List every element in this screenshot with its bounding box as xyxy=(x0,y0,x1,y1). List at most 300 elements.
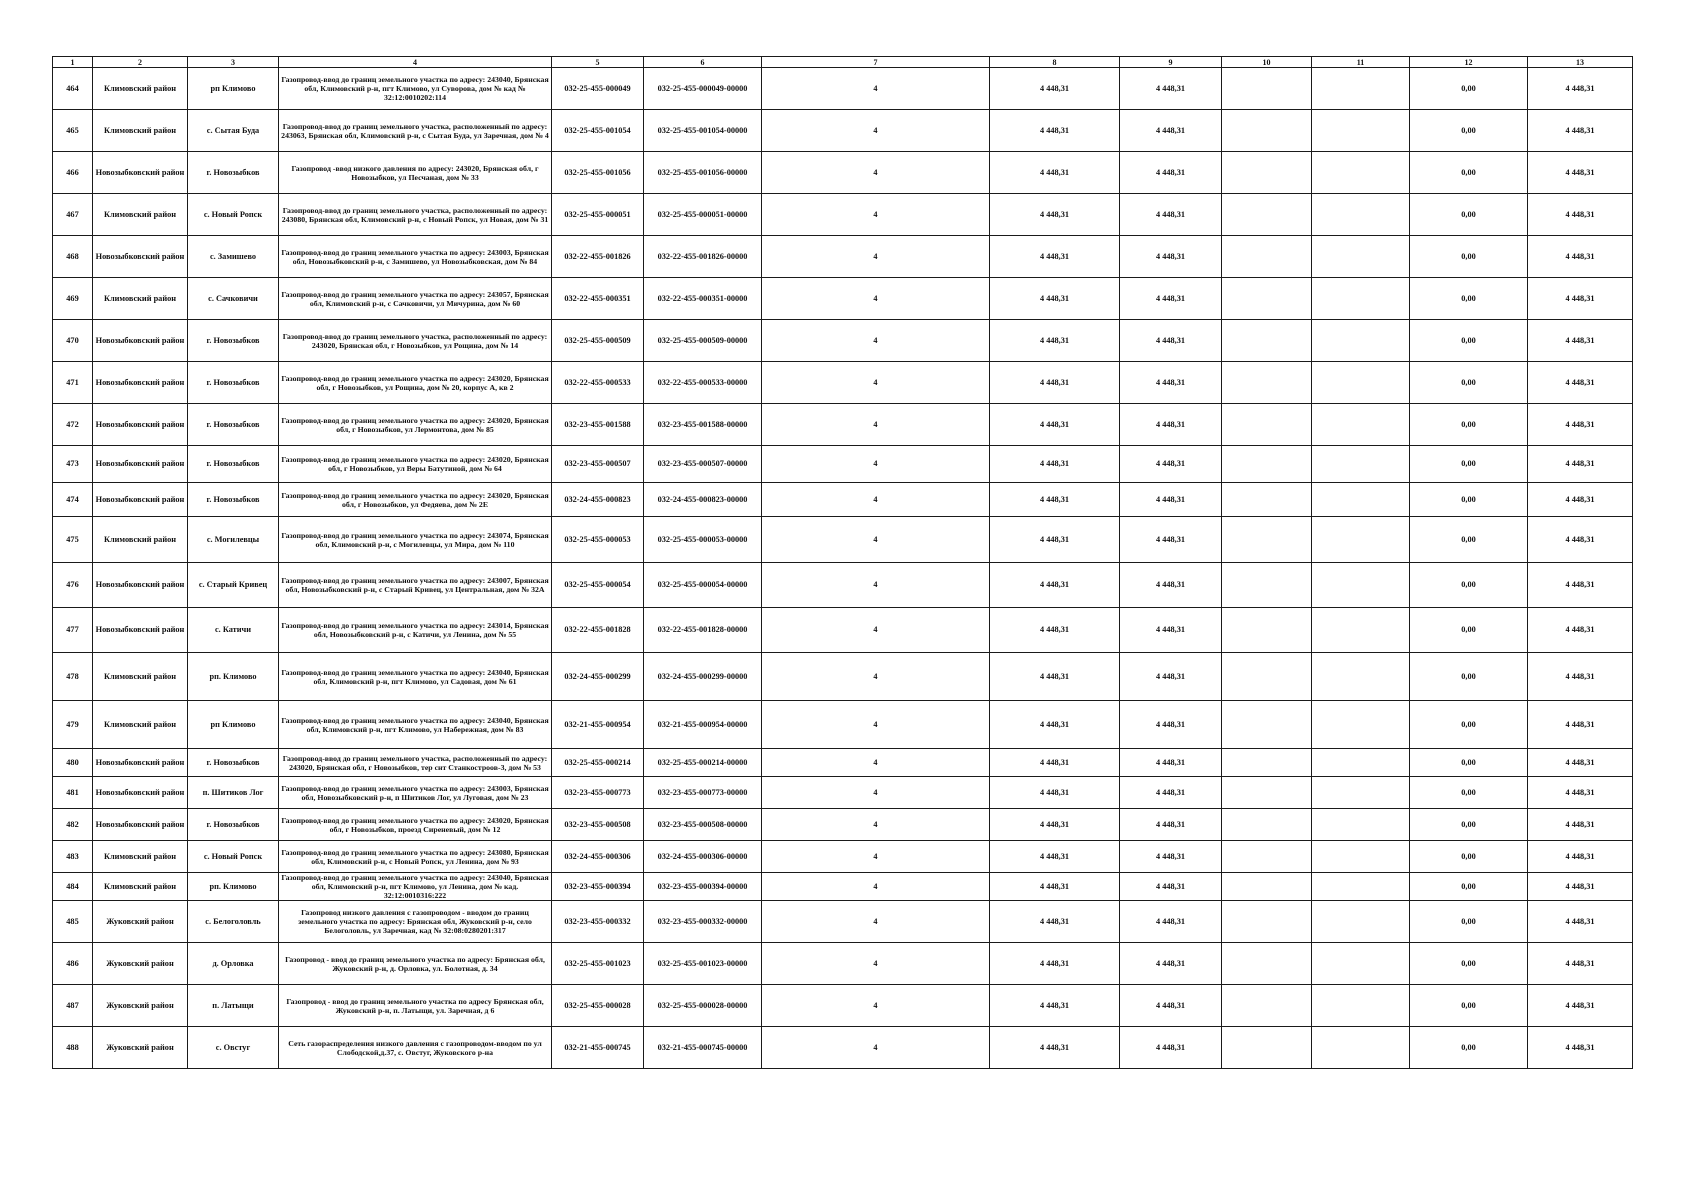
cell-district: Новозыбковский район xyxy=(93,320,188,362)
cell-row-number: 472 xyxy=(53,404,93,446)
cell-category: 4 xyxy=(762,701,990,749)
cell-col-11 xyxy=(1312,777,1410,809)
column-header-4: 4 xyxy=(279,57,552,68)
cell-row-number: 488 xyxy=(53,1027,93,1069)
cell-col-10 xyxy=(1222,68,1312,110)
cell-district: Климовский район xyxy=(93,653,188,701)
cell-col-11 xyxy=(1312,483,1410,517)
cell-district: Жуковский район xyxy=(93,901,188,943)
cell-contract-number: 032-24-455-000823 xyxy=(552,483,644,517)
cell-col-10 xyxy=(1222,653,1312,701)
cell-col-10 xyxy=(1222,563,1312,608)
cell-contract-number: 032-24-455-000299 xyxy=(552,653,644,701)
cell-sum-paid: 4 448,31 xyxy=(1120,362,1222,404)
cell-balance: 0,00 xyxy=(1410,777,1528,809)
cell-sum-final: 4 448,31 xyxy=(1528,446,1633,483)
cell-col-11 xyxy=(1312,278,1410,320)
table-row xyxy=(53,563,1633,608)
cell-col-10 xyxy=(1222,152,1312,194)
cell-sum-paid: 4 448,31 xyxy=(1120,809,1222,841)
cell-sum-total: 4 448,31 xyxy=(990,278,1120,320)
cell-balance: 0,00 xyxy=(1410,1027,1528,1069)
cell-balance: 0,00 xyxy=(1410,362,1528,404)
cell-row-number: 473 xyxy=(53,446,93,483)
cell-category: 4 xyxy=(762,110,990,152)
cell-contract-number: 032-21-455-000745 xyxy=(552,1027,644,1069)
cell-category: 4 xyxy=(762,777,990,809)
cell-col-11 xyxy=(1312,68,1410,110)
cell-sum-final: 4 448,31 xyxy=(1528,404,1633,446)
cell-sum-final: 4 448,31 xyxy=(1528,701,1633,749)
cell-settlement: п. Шитиков Лог xyxy=(188,777,279,809)
cell-district: Новозыбковский район xyxy=(93,777,188,809)
cell-sum-paid: 4 448,31 xyxy=(1120,194,1222,236)
table-row xyxy=(53,110,1633,152)
cell-col-10 xyxy=(1222,841,1312,873)
cell-contract-number: 032-21-455-000954 xyxy=(552,701,644,749)
table-row xyxy=(53,362,1633,404)
cell-object-address: Газопровод-ввод до границ земельного участка по адресу: 243040, Брянская обл, Климовский р-н, пгт Климово, ул Ленина, дом № кад. 32:12:0010316:222 xyxy=(279,873,552,901)
cell-settlement: рп Климово xyxy=(188,68,279,110)
cell-balance: 0,00 xyxy=(1410,901,1528,943)
cell-category: 4 xyxy=(762,152,990,194)
cell-sum-final: 4 448,31 xyxy=(1528,809,1633,841)
cell-district: Жуковский район xyxy=(93,943,188,985)
cell-col-10 xyxy=(1222,517,1312,563)
cell-district: Новозыбковский район xyxy=(93,152,188,194)
cell-contract-number: 032-22-455-001828 xyxy=(552,608,644,653)
cell-sum-final: 4 448,31 xyxy=(1528,517,1633,563)
cell-col-11 xyxy=(1312,404,1410,446)
cell-registration-number: 032-24-455-000306-00000 xyxy=(644,841,762,873)
cell-row-number: 468 xyxy=(53,236,93,278)
cell-registration-number: 032-23-455-001588-00000 xyxy=(644,404,762,446)
cell-col-10 xyxy=(1222,1027,1312,1069)
cell-row-number: 484 xyxy=(53,873,93,901)
column-header-1: 1 xyxy=(53,57,93,68)
cell-sum-total: 4 448,31 xyxy=(990,1027,1120,1069)
cell-registration-number: 032-24-455-000299-00000 xyxy=(644,653,762,701)
cell-settlement: г. Новозыбков xyxy=(188,483,279,517)
cell-district: Климовский район xyxy=(93,517,188,563)
cell-contract-number: 032-25-455-000049 xyxy=(552,68,644,110)
table-row xyxy=(53,985,1633,1027)
cell-sum-final: 4 448,31 xyxy=(1528,320,1633,362)
cell-contract-number: 032-25-455-000028 xyxy=(552,985,644,1027)
cell-object-address: Газопровод-ввод до границ земельного участка, расположенный по адресу: 243063, Брянская обл, Климовский р-н, с Сытая Буда, ул Заречная, дом № 4 xyxy=(279,110,552,152)
cell-object-address: Газопровод-ввод до границ земельного участка по адресу: 243020, Брянская обл, г Новозыбков, ул Лермонтова, дом № 85 xyxy=(279,404,552,446)
cell-sum-paid: 4 448,31 xyxy=(1120,701,1222,749)
cell-registration-number: 032-21-455-000745-00000 xyxy=(644,1027,762,1069)
cell-object-address: Газопровод-ввод до границ земельного участка, расположенный по адресу: 243020, Брянская обл, г Новозыбков, тер снт Станкостроов-3, дом № 53 xyxy=(279,749,552,777)
cell-balance: 0,00 xyxy=(1410,236,1528,278)
table-row xyxy=(53,483,1633,517)
cell-category: 4 xyxy=(762,68,990,110)
cell-object-address: Газопровод-ввод до границ земельного участка по адресу: 243020, Брянская обл, г Новозыбков, проезд Сиреневый, дом № 12 xyxy=(279,809,552,841)
cell-category: 4 xyxy=(762,1027,990,1069)
cell-contract-number: 032-25-455-000509 xyxy=(552,320,644,362)
cell-sum-total: 4 448,31 xyxy=(990,749,1120,777)
cell-col-10 xyxy=(1222,110,1312,152)
cell-balance: 0,00 xyxy=(1410,446,1528,483)
cell-sum-paid: 4 448,31 xyxy=(1120,985,1222,1027)
cell-registration-number: 032-24-455-000823-00000 xyxy=(644,483,762,517)
cell-sum-final: 4 448,31 xyxy=(1528,1027,1633,1069)
cell-sum-paid: 4 448,31 xyxy=(1120,483,1222,517)
cell-district: Климовский район xyxy=(93,110,188,152)
table-row xyxy=(53,608,1633,653)
table-row xyxy=(53,320,1633,362)
cell-sum-total: 4 448,31 xyxy=(990,943,1120,985)
cell-sum-paid: 4 448,31 xyxy=(1120,152,1222,194)
cell-object-address: Газопровод-ввод до границ земельного участка по адресу: 243040, Брянская обл, Климовский р-н, пгт Климово, ул Набережная, дом № 83 xyxy=(279,701,552,749)
cell-registration-number: 032-22-455-001828-00000 xyxy=(644,608,762,653)
cell-balance: 0,00 xyxy=(1410,608,1528,653)
cell-col-10 xyxy=(1222,194,1312,236)
cell-row-number: 466 xyxy=(53,152,93,194)
cell-sum-total: 4 448,31 xyxy=(990,68,1120,110)
cell-contract-number: 032-23-455-000507 xyxy=(552,446,644,483)
cell-balance: 0,00 xyxy=(1410,873,1528,901)
cell-row-number: 470 xyxy=(53,320,93,362)
cell-category: 4 xyxy=(762,901,990,943)
cell-col-11 xyxy=(1312,152,1410,194)
cell-sum-total: 4 448,31 xyxy=(990,873,1120,901)
cell-contract-number: 032-25-455-001056 xyxy=(552,152,644,194)
cell-category: 4 xyxy=(762,841,990,873)
cell-registration-number: 032-25-455-001023-00000 xyxy=(644,943,762,985)
column-header-6: 6 xyxy=(644,57,762,68)
cell-row-number: 464 xyxy=(53,68,93,110)
cell-sum-total: 4 448,31 xyxy=(990,236,1120,278)
cell-object-address: Газопровод-ввод до границ земельного участка по адресу: 243007, Брянская обл, Новозыбковский р-н, с Старый Кривец, ул Центральная, дом № 32А xyxy=(279,563,552,608)
cell-category: 4 xyxy=(762,278,990,320)
cell-settlement: д. Орловка xyxy=(188,943,279,985)
cell-contract-number: 032-23-455-000394 xyxy=(552,873,644,901)
cell-contract-number: 032-25-455-000214 xyxy=(552,749,644,777)
cell-sum-total: 4 448,31 xyxy=(990,777,1120,809)
column-header-13: 13 xyxy=(1528,57,1633,68)
cell-contract-number: 032-22-455-000351 xyxy=(552,278,644,320)
cell-contract-number: 032-23-455-000773 xyxy=(552,777,644,809)
cell-balance: 0,00 xyxy=(1410,194,1528,236)
cell-sum-total: 4 448,31 xyxy=(990,320,1120,362)
cell-district: Новозыбковский район xyxy=(93,608,188,653)
cell-balance: 0,00 xyxy=(1410,701,1528,749)
cell-balance: 0,00 xyxy=(1410,483,1528,517)
column-header-5: 5 xyxy=(552,57,644,68)
cell-row-number: 480 xyxy=(53,749,93,777)
cell-col-11 xyxy=(1312,943,1410,985)
cell-sum-paid: 4 448,31 xyxy=(1120,841,1222,873)
cell-settlement: г. Новозыбков xyxy=(188,404,279,446)
cell-col-10 xyxy=(1222,777,1312,809)
cell-district: Новозыбковский район xyxy=(93,236,188,278)
column-header-10: 10 xyxy=(1222,57,1312,68)
cell-sum-final: 4 448,31 xyxy=(1528,608,1633,653)
cell-category: 4 xyxy=(762,873,990,901)
cell-object-address: Газопровод-ввод до границ земельного участка по адресу: 243080, Брянская обл, Климовский р-н, с Новый Ропск, ул Ленина, дом № 93 xyxy=(279,841,552,873)
cell-settlement: с. Новый Ропск xyxy=(188,194,279,236)
cell-registration-number: 032-23-455-000394-00000 xyxy=(644,873,762,901)
cell-registration-number: 032-23-455-000332-00000 xyxy=(644,901,762,943)
cell-sum-paid: 4 448,31 xyxy=(1120,446,1222,483)
table-row xyxy=(53,809,1633,841)
cell-registration-number: 032-25-455-000049-00000 xyxy=(644,68,762,110)
cell-sum-paid: 4 448,31 xyxy=(1120,901,1222,943)
cell-sum-final: 4 448,31 xyxy=(1528,563,1633,608)
cell-balance: 0,00 xyxy=(1410,110,1528,152)
table-row xyxy=(53,194,1633,236)
cell-registration-number: 032-25-455-001054-00000 xyxy=(644,110,762,152)
cell-district: Новозыбковский район xyxy=(93,446,188,483)
table-row xyxy=(53,749,1633,777)
cell-sum-final: 4 448,31 xyxy=(1528,841,1633,873)
cell-district: Новозыбковский район xyxy=(93,563,188,608)
cell-row-number: 467 xyxy=(53,194,93,236)
cell-sum-final: 4 448,31 xyxy=(1528,68,1633,110)
cell-registration-number: 032-23-455-000773-00000 xyxy=(644,777,762,809)
cell-row-number: 475 xyxy=(53,517,93,563)
cell-category: 4 xyxy=(762,362,990,404)
cell-contract-number: 032-23-455-001588 xyxy=(552,404,644,446)
cell-settlement: с. Сытая Буда xyxy=(188,110,279,152)
cell-sum-paid: 4 448,31 xyxy=(1120,749,1222,777)
cell-sum-paid: 4 448,31 xyxy=(1120,608,1222,653)
cell-row-number: 477 xyxy=(53,608,93,653)
cell-sum-final: 4 448,31 xyxy=(1528,152,1633,194)
cell-category: 4 xyxy=(762,749,990,777)
cell-sum-final: 4 448,31 xyxy=(1528,943,1633,985)
cell-sum-final: 4 448,31 xyxy=(1528,873,1633,901)
cell-balance: 0,00 xyxy=(1410,278,1528,320)
cell-sum-paid: 4 448,31 xyxy=(1120,68,1222,110)
cell-col-10 xyxy=(1222,901,1312,943)
cell-balance: 0,00 xyxy=(1410,809,1528,841)
cell-sum-total: 4 448,31 xyxy=(990,517,1120,563)
cell-sum-total: 4 448,31 xyxy=(990,608,1120,653)
cell-col-11 xyxy=(1312,901,1410,943)
cell-sum-total: 4 448,31 xyxy=(990,483,1120,517)
cell-sum-paid: 4 448,31 xyxy=(1120,777,1222,809)
cell-object-address: Газопровод-ввод до границ земельного участка, расположенный по адресу: 243080, Брянская обл, Климовский р-н, с Новый Ропск, ул Новая, дом № 31 xyxy=(279,194,552,236)
cell-col-11 xyxy=(1312,985,1410,1027)
cell-object-address: Газопровод-ввод до границ земельного участка, расположенный по адресу: 243020, Брянская обл, г Новозыбков, ул Рощина, дом № 14 xyxy=(279,320,552,362)
cell-col-11 xyxy=(1312,749,1410,777)
cell-sum-final: 4 448,31 xyxy=(1528,194,1633,236)
cell-row-number: 482 xyxy=(53,809,93,841)
cell-row-number: 485 xyxy=(53,901,93,943)
column-header-8: 8 xyxy=(990,57,1120,68)
cell-sum-paid: 4 448,31 xyxy=(1120,563,1222,608)
cell-row-number: 469 xyxy=(53,278,93,320)
cell-sum-total: 4 448,31 xyxy=(990,701,1120,749)
cell-district: Новозыбковский район xyxy=(93,809,188,841)
cell-settlement: с. Старый Кривец xyxy=(188,563,279,608)
cell-object-address: Газопровод-ввод до границ земельного участка по адресу: 243014, Брянская обл, Новозыбковский р-н, с Катичи, ул Ленина, дом № 55 xyxy=(279,608,552,653)
cell-balance: 0,00 xyxy=(1410,68,1528,110)
header-row xyxy=(53,57,1633,68)
cell-object-address: Газопровод-ввод до границ земельного участка по адресу: 243003, Брянская обл, Новозыбковский р-н, с Замишево, ул Новозыбковская, дом № 84 xyxy=(279,236,552,278)
cell-col-11 xyxy=(1312,873,1410,901)
cell-contract-number: 032-24-455-000306 xyxy=(552,841,644,873)
table-row xyxy=(53,68,1633,110)
table-row xyxy=(53,1027,1633,1069)
cell-balance: 0,00 xyxy=(1410,517,1528,563)
cell-row-number: 478 xyxy=(53,653,93,701)
cell-sum-final: 4 448,31 xyxy=(1528,110,1633,152)
cell-col-11 xyxy=(1312,608,1410,653)
cell-district: Климовский район xyxy=(93,278,188,320)
cell-registration-number: 032-21-455-000954-00000 xyxy=(644,701,762,749)
cell-col-11 xyxy=(1312,701,1410,749)
cell-category: 4 xyxy=(762,943,990,985)
cell-category: 4 xyxy=(762,194,990,236)
cell-col-11 xyxy=(1312,517,1410,563)
cell-balance: 0,00 xyxy=(1410,653,1528,701)
cell-registration-number: 032-25-455-000053-00000 xyxy=(644,517,762,563)
cell-contract-number: 032-23-455-000508 xyxy=(552,809,644,841)
cell-contract-number: 032-25-455-000054 xyxy=(552,563,644,608)
cell-contract-number: 032-25-455-001023 xyxy=(552,943,644,985)
cell-settlement: г. Новозыбков xyxy=(188,749,279,777)
cell-registration-number: 032-25-455-000028-00000 xyxy=(644,985,762,1027)
cell-settlement: рп. Климово xyxy=(188,653,279,701)
cell-sum-total: 4 448,31 xyxy=(990,985,1120,1027)
cell-sum-paid: 4 448,31 xyxy=(1120,278,1222,320)
cell-sum-total: 4 448,31 xyxy=(990,446,1120,483)
cell-registration-number: 032-25-455-001056-00000 xyxy=(644,152,762,194)
cell-col-10 xyxy=(1222,320,1312,362)
cell-settlement: с. Сачковичи xyxy=(188,278,279,320)
cell-settlement: рп Климово xyxy=(188,701,279,749)
cell-balance: 0,00 xyxy=(1410,404,1528,446)
table-row xyxy=(53,236,1633,278)
cell-sum-total: 4 448,31 xyxy=(990,653,1120,701)
cell-col-11 xyxy=(1312,236,1410,278)
cell-sum-total: 4 448,31 xyxy=(990,110,1120,152)
cell-category: 4 xyxy=(762,985,990,1027)
cell-object-address: Газопровод низкого давления с газопроводом - вводом до границ земельного участка по адресу: Брянская обл, Жуковский р-н, село Белоголовль, ул Заречная, кад № 32:08:0280201:317 xyxy=(279,901,552,943)
cell-balance: 0,00 xyxy=(1410,320,1528,362)
cell-district: Жуковский район xyxy=(93,985,188,1027)
cell-col-11 xyxy=(1312,841,1410,873)
cell-sum-total: 4 448,31 xyxy=(990,841,1120,873)
cell-contract-number: 032-22-455-001826 xyxy=(552,236,644,278)
cell-contract-number: 032-25-455-001054 xyxy=(552,110,644,152)
cell-col-10 xyxy=(1222,943,1312,985)
cell-col-11 xyxy=(1312,320,1410,362)
cell-sum-total: 4 448,31 xyxy=(990,809,1120,841)
cell-contract-number: 032-22-455-000533 xyxy=(552,362,644,404)
column-header-2: 2 xyxy=(93,57,188,68)
cell-district: Новозыбковский район xyxy=(93,483,188,517)
cell-sum-final: 4 448,31 xyxy=(1528,278,1633,320)
cell-row-number: 474 xyxy=(53,483,93,517)
cell-category: 4 xyxy=(762,563,990,608)
cell-district: Климовский район xyxy=(93,194,188,236)
cell-sum-paid: 4 448,31 xyxy=(1120,110,1222,152)
cell-sum-final: 4 448,31 xyxy=(1528,236,1633,278)
cell-col-10 xyxy=(1222,873,1312,901)
cell-registration-number: 032-22-455-000533-00000 xyxy=(644,362,762,404)
cell-registration-number: 032-22-455-000351-00000 xyxy=(644,278,762,320)
cell-col-10 xyxy=(1222,404,1312,446)
cell-balance: 0,00 xyxy=(1410,943,1528,985)
column-header-7: 7 xyxy=(762,57,990,68)
cell-col-10 xyxy=(1222,236,1312,278)
cell-object-address: Газопровод-ввод до границ земельного участка по адресу: 243040, Брянская обл, Климовский р-н, пгт Климово, ул Садовая, дом № 61 xyxy=(279,653,552,701)
cell-col-11 xyxy=(1312,653,1410,701)
cell-district: Климовский район xyxy=(93,701,188,749)
cell-settlement: г. Новозыбков xyxy=(188,152,279,194)
cell-col-10 xyxy=(1222,483,1312,517)
cell-settlement: с. Могилевцы xyxy=(188,517,279,563)
cell-row-number: 476 xyxy=(53,563,93,608)
cell-sum-total: 4 448,31 xyxy=(990,563,1120,608)
cell-settlement: с. Овстуг xyxy=(188,1027,279,1069)
data-table xyxy=(52,56,1633,1069)
cell-category: 4 xyxy=(762,236,990,278)
cell-balance: 0,00 xyxy=(1410,563,1528,608)
cell-object-address: Сеть газораспределения низкого давления с газопроводом-вводом по ул Слободской,д.37, с. Овстуг, Жуковского р-на xyxy=(279,1027,552,1069)
cell-registration-number: 032-23-455-000508-00000 xyxy=(644,809,762,841)
cell-object-address: Газопровод-ввод до границ земельного участка по адресу: 243057, Брянская обл, Климовский р-н, с Сачковичи, ул Мичурина, дом № 60 xyxy=(279,278,552,320)
cell-col-11 xyxy=(1312,809,1410,841)
cell-settlement: г. Новозыбков xyxy=(188,446,279,483)
cell-col-11 xyxy=(1312,194,1410,236)
cell-col-11 xyxy=(1312,563,1410,608)
cell-col-10 xyxy=(1222,278,1312,320)
cell-sum-final: 4 448,31 xyxy=(1528,362,1633,404)
cell-registration-number: 032-23-455-000507-00000 xyxy=(644,446,762,483)
table-row xyxy=(53,873,1633,901)
cell-sum-paid: 4 448,31 xyxy=(1120,404,1222,446)
cell-category: 4 xyxy=(762,517,990,563)
cell-col-10 xyxy=(1222,362,1312,404)
cell-balance: 0,00 xyxy=(1410,152,1528,194)
cell-sum-paid: 4 448,31 xyxy=(1120,236,1222,278)
cell-sum-final: 4 448,31 xyxy=(1528,985,1633,1027)
cell-balance: 0,00 xyxy=(1410,841,1528,873)
cell-balance: 0,00 xyxy=(1410,749,1528,777)
table-row xyxy=(53,278,1633,320)
cell-contract-number: 032-23-455-000332 xyxy=(552,901,644,943)
cell-district: Климовский район xyxy=(93,873,188,901)
cell-registration-number: 032-25-455-000054-00000 xyxy=(644,563,762,608)
cell-row-number: 483 xyxy=(53,841,93,873)
cell-category: 4 xyxy=(762,320,990,362)
cell-category: 4 xyxy=(762,653,990,701)
cell-sum-total: 4 448,31 xyxy=(990,404,1120,446)
cell-category: 4 xyxy=(762,446,990,483)
cell-settlement: г. Новозыбков xyxy=(188,809,279,841)
cell-row-number: 486 xyxy=(53,943,93,985)
cell-row-number: 471 xyxy=(53,362,93,404)
cell-sum-final: 4 448,31 xyxy=(1528,777,1633,809)
cell-object-address: Газопровод-ввод до границ земельного участка по адресу: 243074, Брянская обл, Климовский р-н, с Могилевцы, ул Мира, дом № 110 xyxy=(279,517,552,563)
cell-row-number: 479 xyxy=(53,701,93,749)
cell-district: Жуковский район xyxy=(93,1027,188,1069)
cell-sum-paid: 4 448,31 xyxy=(1120,517,1222,563)
cell-district: Новозыбковский район xyxy=(93,362,188,404)
cell-settlement: г. Новозыбков xyxy=(188,320,279,362)
column-header-12: 12 xyxy=(1410,57,1528,68)
cell-object-address: Газопровод - ввод до границ земельного участка по адресу: Брянская обл, Жуковский р-н, д. Орловка, ул. Болотная, д. 34 xyxy=(279,943,552,985)
column-header-11: 11 xyxy=(1312,57,1410,68)
cell-district: Климовский район xyxy=(93,841,188,873)
cell-district: Новозыбковский район xyxy=(93,749,188,777)
